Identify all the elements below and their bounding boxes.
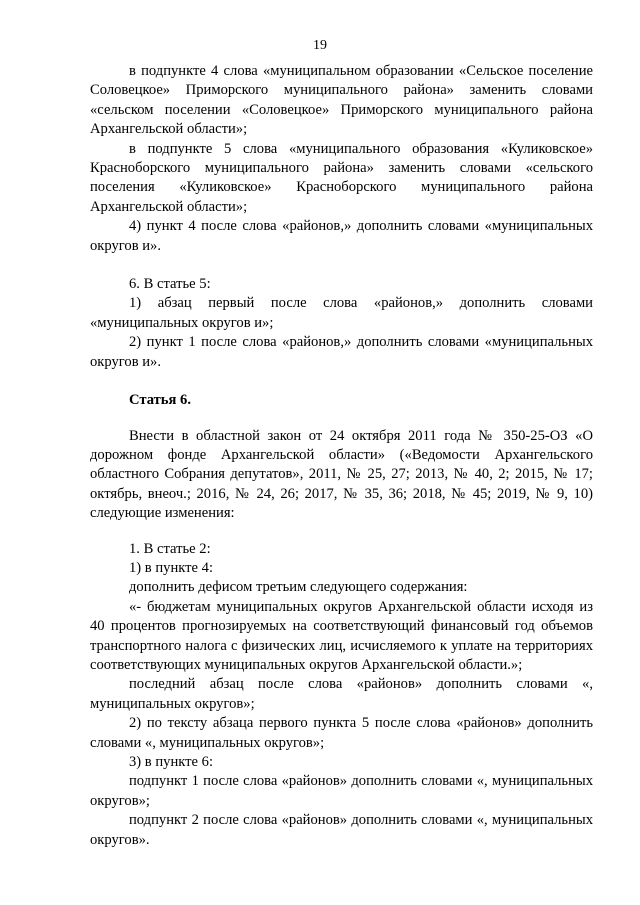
article-heading: Статья 6. — [129, 392, 191, 409]
paragraph: подпункт 1 после слова «районов» дополнить словами «, муниципальных округов»; — [90, 773, 593, 809]
paragraph: 3) в пункте 6: — [129, 754, 214, 770]
page-number: 19 — [313, 38, 327, 53]
spacer — [90, 411, 593, 427]
paragraph: 4) пункт 4 после слова «районов,» дополнить словами «муниципальных округов и». — [90, 218, 593, 254]
paragraph: подпункт 2 после слова «районов» дополнить словами «, муниципальных округов». — [90, 812, 593, 848]
spacer — [90, 372, 593, 391]
paragraph: 1) абзац первый после слова «районов,» дополнить словами «муниципальных округов и»; — [90, 295, 593, 331]
paragraph: 6. В статье 5: — [129, 276, 211, 293]
paragraph: в подпункте 5 слова «муниципального образования «Куликовское» Красноборского муниципального района» заменить словами «сельского поселения «Куликовское» Красноборского муниципального района Архангельской области»; — [90, 140, 593, 215]
intro-paragraph: Внести в областной закон от 24 октября 2011 года № 350-25-ОЗ «О дорожном фонде Архангельской области» («Ведомости Архангельского областного Собрания депутатов», 2011, № 25, 27; 2013, № 40, 2; 2015, № 17; октябрь, внеоч.; 2016, № 24, 26; 2017, № 35, 36; 2018, № 45; 2019, № 9, 10) следующие изменения: — [90, 427, 593, 522]
paragraph: последний абзац после слова «районов» дополнить словами «, муниципальных округов»; — [90, 676, 593, 712]
spacer — [90, 256, 593, 275]
paragraph: 2) по тексту абзаца первого пункта 5 после слова «районов» дополнить словами «, муниципальных округов»; — [90, 715, 593, 751]
paragraph: 1) в пункте 4: — [129, 559, 214, 576]
paragraph: 2) пункт 1 после слова «районов,» дополнить словами «муниципальных округов и». — [90, 334, 593, 370]
spacer — [90, 524, 593, 540]
paragraph: «- бюджетам муниципальных округов Архангельской области исходя из 40 процентов прогнозируемых на соответствующий финансовый год объемов транспортного налога с физических лиц, исчисляемого к уплате на территориях соответствующих муниципальных округов Архангельской области.»; — [90, 598, 593, 673]
paragraph: 1. В статье 2: — [129, 540, 211, 557]
document-body — [90, 62, 593, 850]
paragraph: дополнить дефисом третьим следующего содержания: — [129, 579, 468, 596]
paragraph: в подпункте 4 слова «муниципальном образовании «Сельское поселение Соловецкое» Приморского муниципального района» заменить словами «сельском поселении «Соловецкое» Приморского муниципального района Архангельской области»; — [90, 63, 593, 138]
